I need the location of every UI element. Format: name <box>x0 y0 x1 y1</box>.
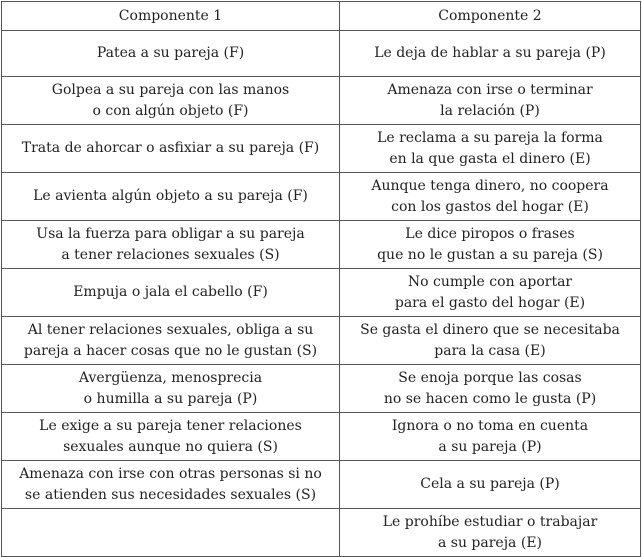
cell-line: Usa la fuerza para obligar a su pareja <box>36 225 305 242</box>
cell-line: se atienden sus necesidades sexuales (S) <box>24 486 317 503</box>
cell-componente-2 <box>340 221 641 269</box>
cell-line: Le exige a su pareja tener relaciones <box>39 417 302 434</box>
cell-componente-1 <box>2 77 340 125</box>
cell-line: Patea a su pareja (F) <box>96 45 245 61</box>
cell-line: que no le gustan a su pareja (S) <box>377 246 603 263</box>
header-componente-1: Componente 1 <box>2 2 340 31</box>
cell-componente-1 <box>2 221 340 269</box>
cell-line: Amenaza con irse con otras personas si no <box>19 465 322 482</box>
cell-line: Cela a su pareja (P) <box>420 476 560 492</box>
cell-componente-2 <box>340 173 641 221</box>
cell-line: o con algún objeto (F) <box>92 102 249 119</box>
cell-line: pareja a hacer cosas que no le gustan (S) <box>23 342 318 359</box>
cell-line: en la que gasta el dinero (E) <box>389 150 591 167</box>
cell-componente-2 <box>340 461 641 509</box>
cell-componente-2 <box>340 413 641 461</box>
table-body <box>2 31 641 557</box>
cell-componente-1 <box>2 461 340 509</box>
cell-line: no se hacen como le gusta (P) <box>383 390 597 407</box>
cell-componente-2 <box>340 269 641 317</box>
cell-line: para el gasto del hogar (E) <box>394 294 586 311</box>
cell-componente-1 <box>2 509 340 557</box>
table-row <box>2 221 641 269</box>
table-row <box>2 125 641 173</box>
cell-line: Le reclama a su pareja la forma <box>377 129 603 146</box>
table-row <box>2 77 641 125</box>
table-row <box>2 173 641 221</box>
cell-line: o humilla a su pareja (P) <box>83 390 258 407</box>
cell-line: Le prohíbe estudiar o trabajar <box>382 513 598 530</box>
table-row <box>2 509 641 557</box>
cell-line: Le dice piropos o frases <box>405 225 575 242</box>
cell-line: Aunque tenga dinero, no coopera <box>371 177 609 194</box>
cell-line: Ignora o no toma en cuenta <box>391 417 589 434</box>
cell-line: a su pareja (P) <box>438 438 542 455</box>
cell-componente-2 <box>340 31 641 77</box>
components-table <box>1 1 641 557</box>
cell-line: a tener relaciones sexuales (S) <box>61 246 280 263</box>
table-row <box>2 413 641 461</box>
cell-line: Le avienta algún objeto a su pareja (F) <box>33 188 308 204</box>
cell-line: Se enoja porque las cosas <box>398 369 582 386</box>
cell-componente-1 <box>2 365 340 413</box>
cell-componente-1 <box>2 317 340 365</box>
header-row <box>2 2 641 31</box>
cell-line: sexuales aunque no quiera (S) <box>63 438 278 455</box>
cell-line: con los gastos del hogar (E) <box>391 198 589 215</box>
cell-line: Le deja de hablar a su pareja (P) <box>374 45 606 61</box>
cell-line: a su pareja (E) <box>437 534 542 551</box>
cell-componente-2 <box>340 317 641 365</box>
cell-componente-1 <box>2 269 340 317</box>
cell-line: Amenaza con irse o terminar <box>387 81 593 98</box>
table-row <box>2 317 641 365</box>
cell-line: Al tener relaciones sexuales, obliga a su <box>27 321 314 338</box>
cell-line: No cumple con aportar <box>407 273 573 290</box>
cell-line: Golpea a su pareja con las manos <box>51 81 290 98</box>
header-componente-2: Componente 2 <box>340 2 641 31</box>
cell-componente-2 <box>340 125 641 173</box>
table-row <box>2 31 641 77</box>
cell-line: Se gasta el dinero que se necesitaba <box>360 321 620 338</box>
cell-componente-1 <box>2 125 340 173</box>
cell-line: Empuja o jala el cabello (F) <box>73 284 268 300</box>
cell-line: para la casa (E) <box>434 342 546 359</box>
cell-componente-2 <box>340 77 641 125</box>
cell-componente-1 <box>2 31 340 77</box>
cell-line: Avergüenza, menosprecia <box>78 369 263 386</box>
cell-componente-1 <box>2 173 340 221</box>
cell-line: Trata de ahorcar o asfixiar a su pareja (F) <box>21 140 320 156</box>
table-row <box>2 365 641 413</box>
cell-line: la relación (P) <box>440 102 540 119</box>
table-row <box>2 461 641 509</box>
cell-componente-2 <box>340 509 641 557</box>
cell-componente-1 <box>2 413 340 461</box>
cell-componente-2 <box>340 365 641 413</box>
table-row <box>2 269 641 317</box>
